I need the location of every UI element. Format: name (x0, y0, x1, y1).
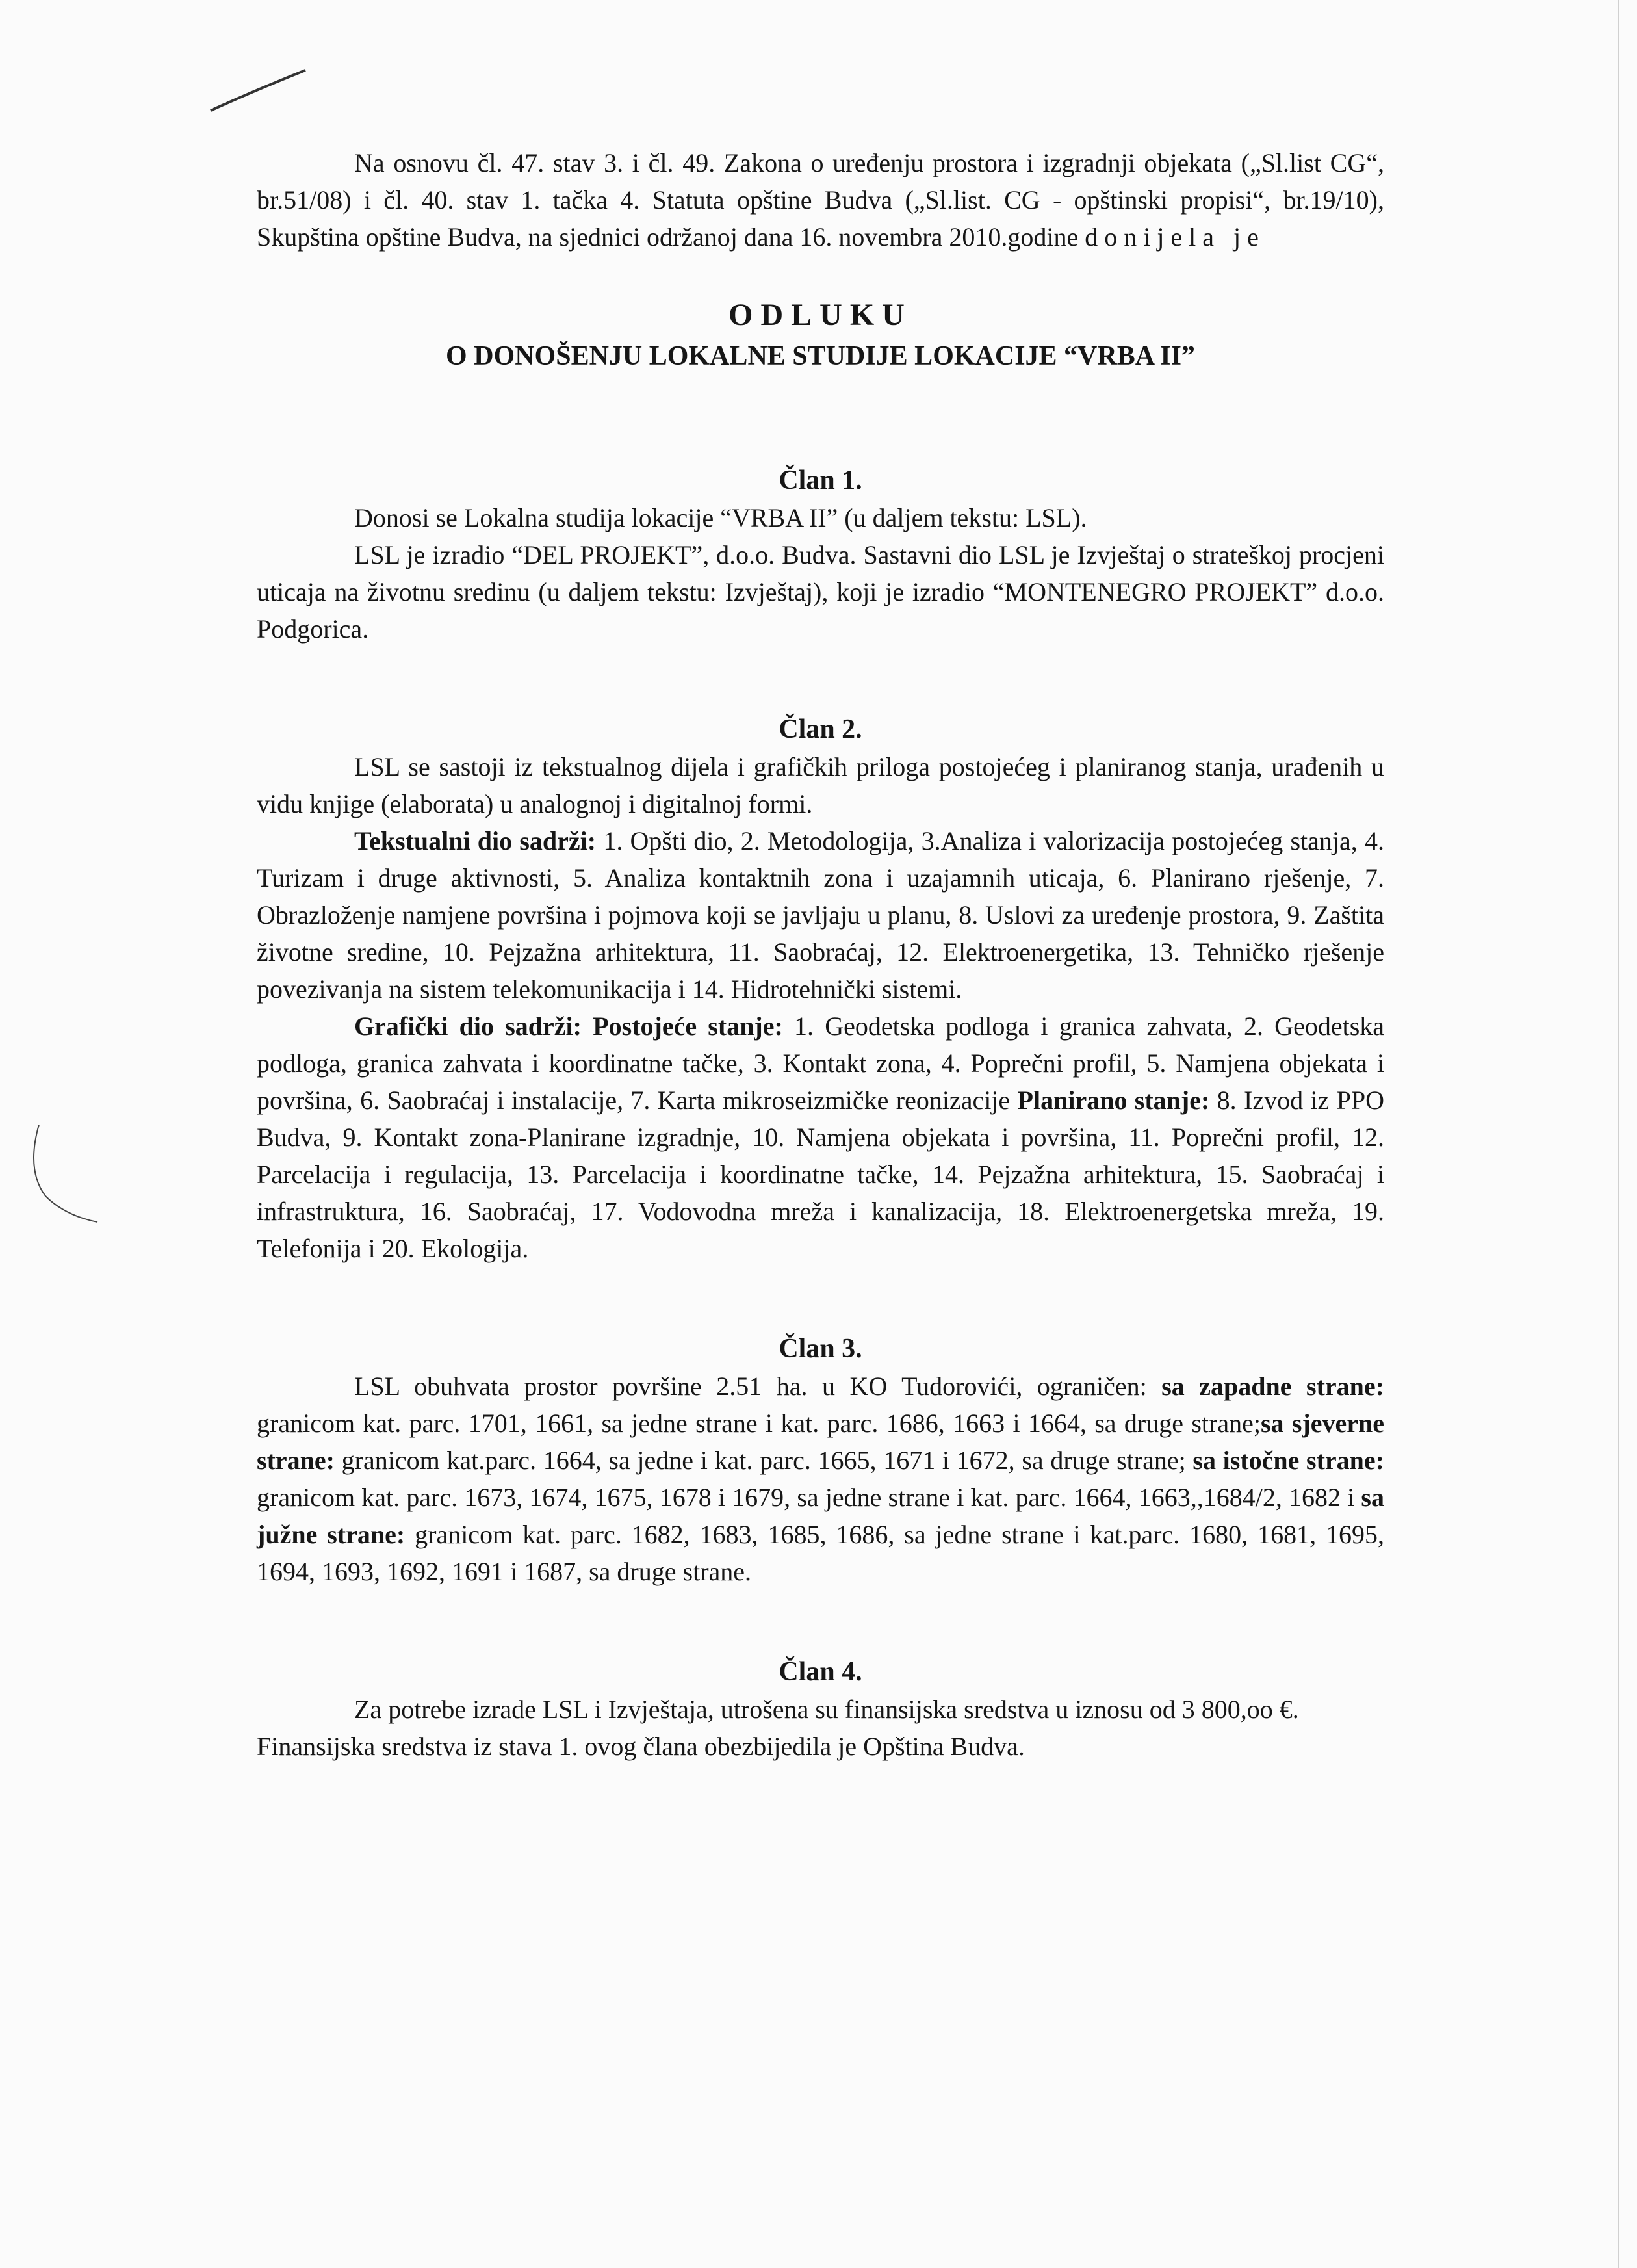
graphic-label: Grafički dio sadrži: (354, 1011, 582, 1041)
article-2-paragraph-1: LSL se sastoji iz tekstualnog dijela i grafičkih priloga postojećeg i planiranog stanja, urađenih u vidu knjige (elaborata) u analognoj i digitalnoj formi. (257, 752, 1384, 818)
article-4-heading: Član 4. (779, 1657, 862, 1687)
planned-state-label: Planirano stanje: (1017, 1086, 1210, 1115)
article-1-paragraph-2: LSL je izradio “DEL PROJEKT”, d.o.o. Budva. Sastavni dio LSL je Izvještaj o strateškoj procjeni uticaja na životnu sredinu (u daljem tekstu: Izvještaj), koji je izradio “MONTENEGRO PROJEKT” d.o.o. Podgorica. (257, 540, 1384, 644)
document-title: ODLUKU (728, 298, 912, 332)
pen-stroke-mark (208, 65, 312, 117)
article-3-heading: Član 3. (779, 1334, 862, 1364)
article-3-paragraph: LSL obuhvata prostor površine 2.51 ha. u KO Tudorovići, ograničen: sa zapadne strane: granicom kat. parc. 1701, 1661, sa jedne strane i kat. parc. 1686, 1663 i 1664, sa druge strane;sa sjeverne strane: granicom kat.parc. 1664, sa jedne i kat. parc. 1665, 1671 i 1672, sa druge strane; sa istočne strane: granicom kat. parc. 1673, 1674, 1675, 1678 i 1679, sa jedne strane i kat. parc. 1664, 1663,,1684/2, 1682 i sa južne strane: granicom kat. parc. 1682, 1683, 1685, 1686, sa jedne strane i kat.parc. 1680, 1681, 1695, 1694, 1693, 1692, 1691 i 1687, sa druge strane. (257, 1372, 1385, 1586)
article-1-paragraph-1: Donosi se Lokalna studija lokacije “VRBA II” (u daljem tekstu: LSL). (354, 503, 1087, 532)
article-4-paragraph-2: Finansijska sredstva iz stava 1. ovog člana obezbijedila je Opština Budva. (257, 1732, 1025, 1761)
preamble: Na osnovu čl. 47. stav 3. i čl. 49. Zakona o uređenju prostora i izgradnji objekata („Sl.list CG“, br.51/08) i čl. 40. stav 1. tačka 4. Statuta opštine Budva („Sl.list. CG - opštinski propisi“, br.19/10), Skupština opštine Budva, na sjednici održanoj dana 16. novembra 2010.godine donijela je (257, 148, 1384, 252)
article-2-heading: Član 2. (779, 714, 862, 744)
article-4-paragraph-1: Za potrebe izrade LSL i Izvještaja, utrošena su finansijska sredstva u iznosu od 3 800,oo €. (354, 1695, 1299, 1724)
document-body (257, 144, 1384, 1765)
article-1-heading: Član 1. (779, 465, 862, 495)
article-2-textual-section: Tekstualni dio sadrži: 1. Opšti dio, 2. Metodologija, 3.Analiza i valorizacija postojećeg stanja, 4. Turizam i druge aktivnosti, 5. Analiza kontaktnih zona i uzajamnih uticaja, 6. Planirano rješenje, 7. Obrazloženje namjene površina i pojmova koji se javljaju u planu, 8. Uslovi za uređenje prostora, 9. Zaštita životne sredine, 10. Pejzažna arhitektura, 11. Saobraćaj, 12. Elektroenergetika, 13. Tehničko rješenje povezivanja na sistem telekomunikacija i 14. Hidrotehnički sistemi. (257, 826, 1384, 1004)
preamble-closing: donijela je (1085, 222, 1265, 252)
scan-bracket-mark (26, 1125, 104, 1229)
textual-label: Tekstualni dio sadrži: (354, 826, 597, 855)
document-subtitle: O DONOŠENJU LOKALNE STUDIJE LOKACIJE “VRBA II” (446, 341, 1195, 371)
scan-edge-line (1617, 0, 1621, 2268)
article-2-graphic-section: Grafički dio sadrži: Postojeće stanje: 1. Geodetska podloga i granica zahvata, 2. Geodetska podloga, granica zahvata i koordinatne tačke, 3. Kontakt zona, 4. Poprečni profil, 5. Namjena objekata i površina, 6. Saobraćaj i instalacije, 7. Karta mikroseizmičke reonizacije Planirano stanje: 8. Izvod iz PPO Budva, 9. Kontakt zona-Planirane izgradnje, 10. Namjena objekata i površina, 11. Poprečni profil, 12. Parcelacija i regulacija, 13. Parcelacija i koordinatne tačke, 14. Pejzažna arhitektura, 15. Saobraćaj i infrastruktura, 16. Saobraćaj, 17. Vodovodna mreža i kanalizacija, 18. Elektroenergetska mreža, 19. Telefonija i 20. Ekologija. (257, 1011, 1385, 1263)
existing-state-label: Postojeće stanje: (593, 1011, 783, 1041)
